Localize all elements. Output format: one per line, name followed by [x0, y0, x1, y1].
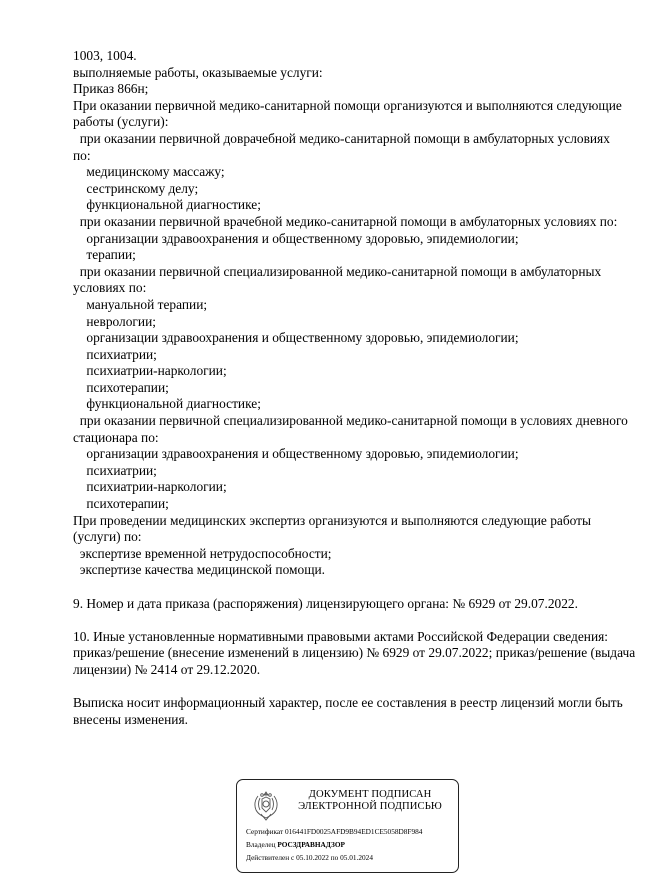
text-line: стационара по: [73, 429, 159, 445]
text-line: психиатрии; [73, 346, 157, 362]
text-line: организации здравоохранения и общественному здоровью, эпидемиологии; [73, 330, 519, 346]
section-10-line: 10. Иные установленные нормативными правовыми актами Российской Федерации сведения: [73, 628, 608, 644]
text-line: функциональной диагностике; [73, 197, 261, 213]
text-line: функциональной диагностике; [73, 396, 261, 412]
section-10-line: приказ/решение (внесение изменений в лицензию) № 6929 от 29.07.2022; приказ/решение (выдача [73, 645, 636, 661]
text-line: экспертизе качества медицинской помощи. [73, 562, 326, 578]
owner-row: Владелец РОСЗДРАВНАДЗОР [246, 840, 345, 849]
text-line: терапии; [73, 247, 136, 263]
text-line: психиатрии-наркологии; [73, 363, 227, 379]
text-line: организации здравоохранения и общественному здоровью, эпидемиологии; [73, 446, 519, 462]
section-10 [73, 628, 636, 679]
text-line: организации здравоохранения и общественному здоровью, эпидемиологии; [73, 230, 519, 246]
text-line: При оказании первичной медико-санитарной помощи организуются и выполняются следующие [73, 97, 622, 113]
text-line: психотерапии; [73, 379, 169, 395]
certificate-row: Сертификат 016441FD0025AFD9B94ED1CE5058D8F984 [246, 827, 423, 836]
text-line: неврологии; [73, 313, 156, 329]
text-line: выполняемые работы, оказываемые услуги: [73, 64, 323, 80]
text-line: При проведении медицинских экспертиз организуются и выполняются следующие работы [73, 512, 592, 528]
services-list [73, 48, 633, 579]
validity-row: Действителен с 05.10.2022 по 05.01.2024 [246, 853, 373, 862]
electronic-signature-stamp [236, 779, 459, 873]
text-line: (услуги) по: [73, 529, 142, 545]
stamp-title: ДОКУМЕНТ ПОДПИСАН ЭЛЕКТРОННОЙ ПОДПИСЬЮ [298, 789, 442, 813]
text-line: при оказании первичной врачебной медико-санитарной помощи в амбулаторных условиях по: [73, 213, 618, 229]
text-line: 1003, 1004. [73, 48, 137, 63]
text-line: по: [73, 147, 91, 163]
text-line: психотерапии; [73, 496, 169, 512]
text-line: при оказании первичной специализированной медико-санитарной помощи в условиях дневного [73, 413, 628, 429]
section-10-line: лицензии) № 2414 от 29.12.2020. [73, 661, 261, 677]
text-line: мануальной терапии; [73, 296, 208, 312]
text-line: работы (услуги): [73, 114, 169, 130]
text-line: при оказании первичной доврачебной медико-санитарной помощи в амбулаторных условиях [73, 130, 610, 146]
text-line: при оказании первичной специализированной медико-санитарной помощи в амбулаторных [73, 263, 602, 279]
text-line: психиатрии; [73, 462, 157, 478]
text-line: психиатрии-наркологии; [73, 479, 227, 495]
text-line: Приказ 866н; [73, 81, 149, 97]
text-line: условиях по: [73, 280, 147, 296]
notice-line: внесены изменения. [73, 711, 188, 727]
notice [73, 695, 633, 728]
coat-of-arms-icon [249, 788, 283, 822]
text-line: экспертизе временной нетрудоспособности; [73, 545, 332, 561]
text-line: медицинскому массажу; [73, 164, 225, 180]
document-body [73, 48, 636, 728]
section-9: 9. Номер и дата приказа (распоряжения) лицензирующего органа: № 6929 от 29.07.2022. [73, 595, 578, 611]
text-line: сестринскому делу; [73, 180, 199, 196]
notice-line: Выписка носит информационный характер, после ее составления в реестр лицензий могли быть [73, 695, 623, 711]
